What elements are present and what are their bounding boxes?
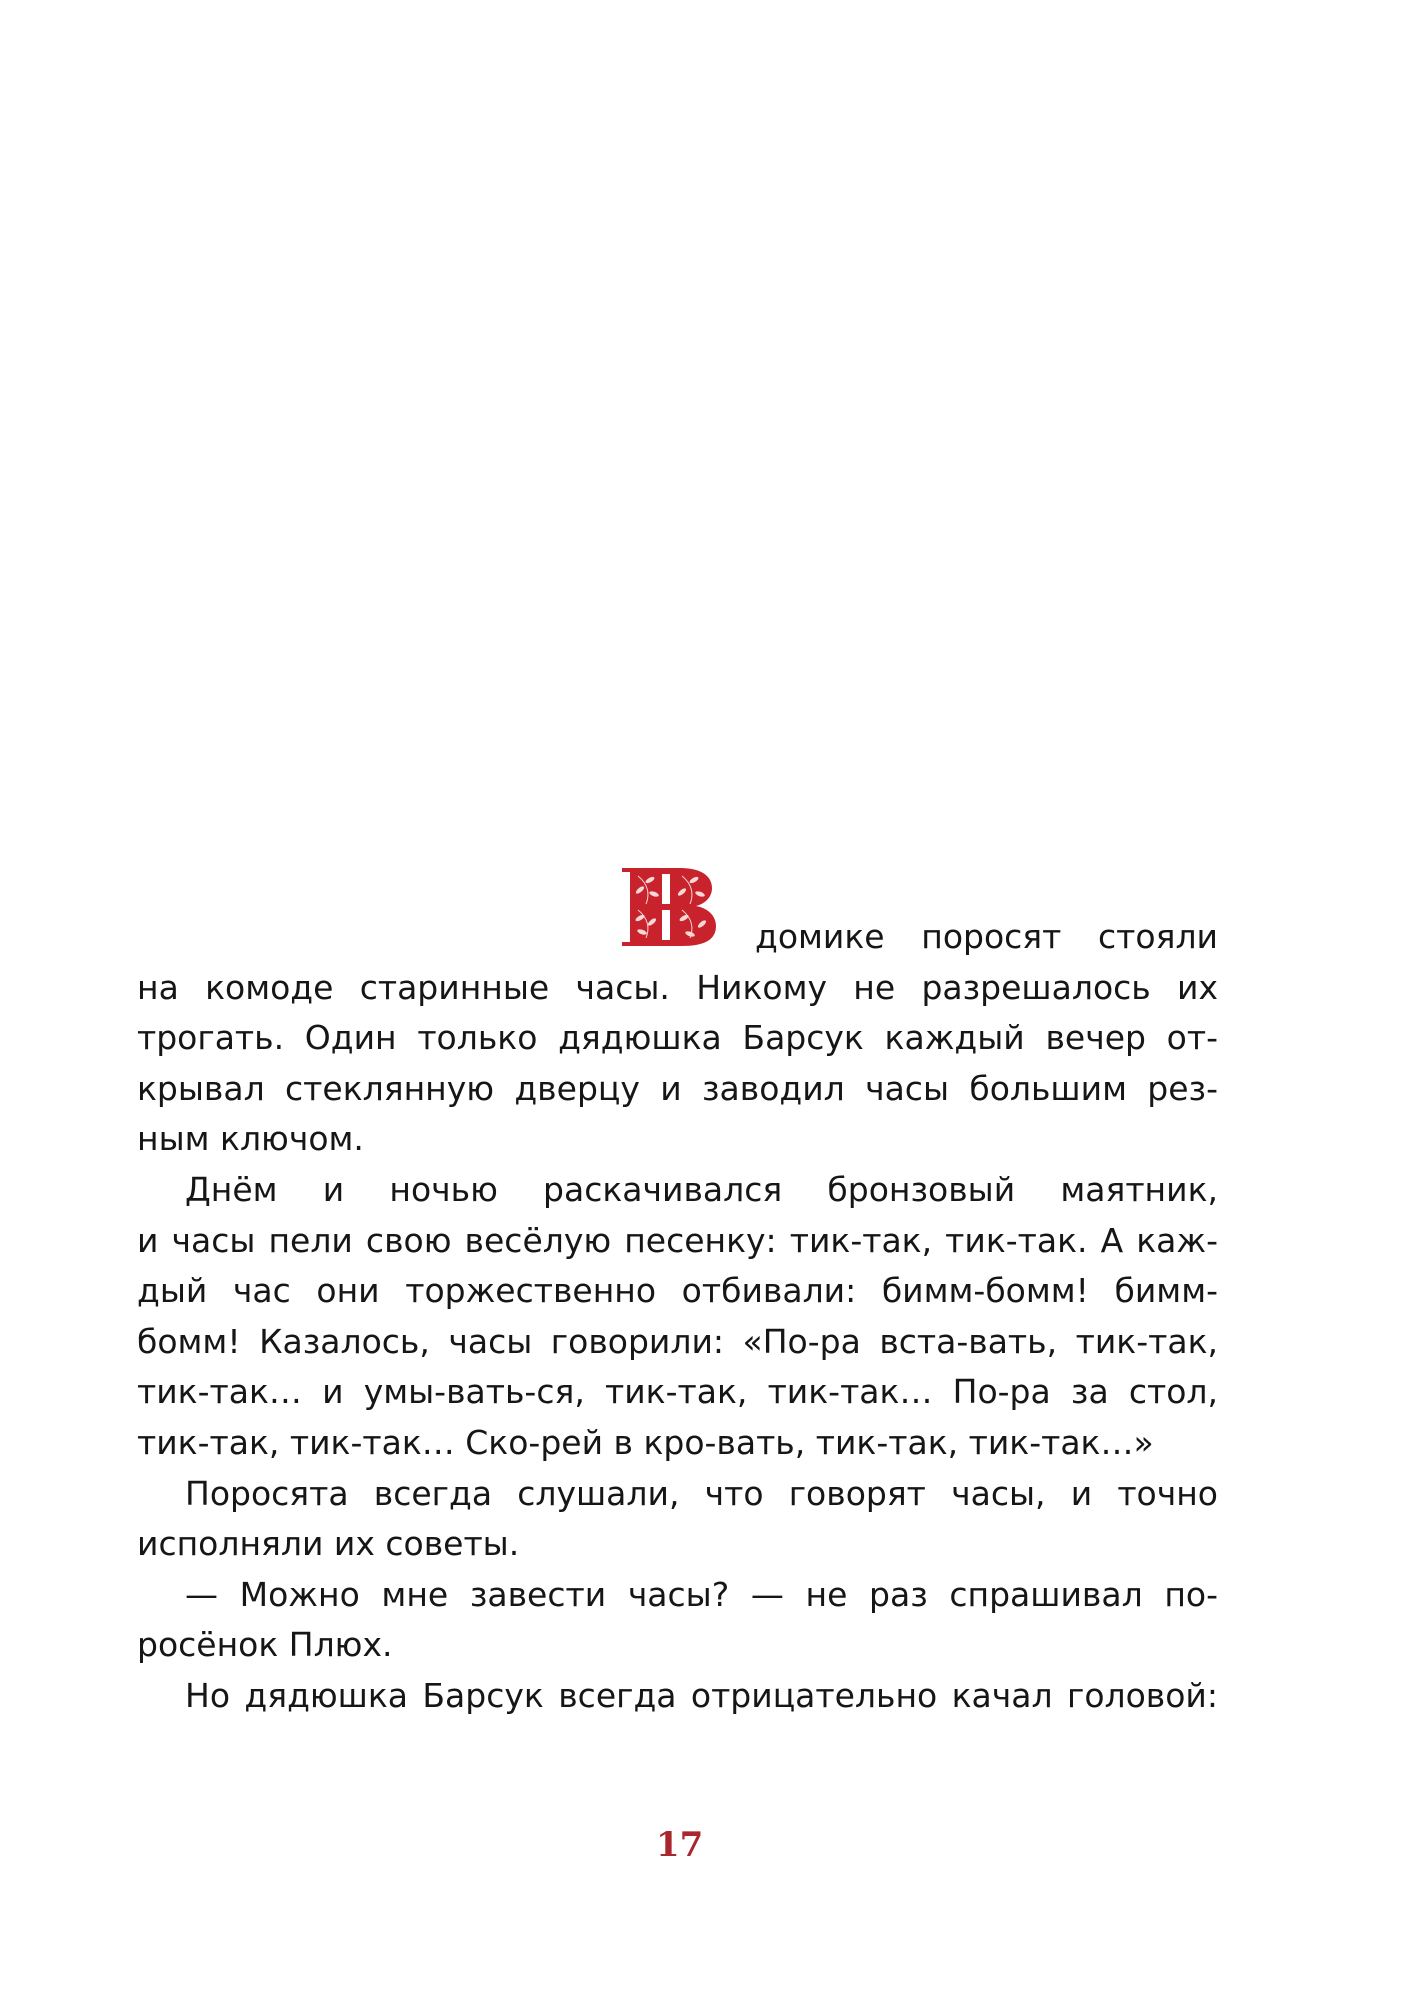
text-line: на комоде старинные часы. Никому не разрешалось их [137, 967, 1218, 1007]
text-line: и часы пели свою весёлую песенку: тик-так, тик-так. А каж- [137, 1220, 1218, 1260]
text-line: домике поросят стояли [755, 917, 1218, 956]
text-line: Днём и ночью раскачивался бронзовый маятник, [185, 1169, 1218, 1209]
text-line: трогать. Один только дядюшка Барсук каждый вечер от- [137, 1018, 1218, 1058]
paragraph-2 [137, 1165, 1218, 1469]
text-line: тик-так… и умы-вать-ся, тик-так, тик-так… По-ра за стол, [137, 1372, 1218, 1412]
text-line: тик-так, тик-так… Ско-рей в кро-вать, тик-так, тик-так…» [137, 1422, 1154, 1462]
text-line: ным ключом. [137, 1119, 364, 1159]
paragraph-5 [137, 1671, 1218, 1722]
text-line: крывал стеклянную дверцу и заводил часы большим рез- [137, 1068, 1218, 1108]
page-number: 17 [656, 1825, 704, 1865]
text-line: исполняли их советы. [137, 1524, 520, 1564]
paragraph-3 [137, 1469, 1218, 1570]
text-line: Но дядюшка Барсук всегда отрицательно качал головой: [185, 1675, 1218, 1715]
text-line: бомм! Казалось, часы говорили: «По-ра вста-вать, тик-так, [137, 1321, 1218, 1361]
paragraph-4 [137, 1570, 1218, 1671]
body-text [137, 912, 1218, 1722]
paragraph-1 [137, 912, 1218, 1165]
text-line: — Можно мне завести часы? — не раз спрашивал по- [185, 1574, 1218, 1614]
text-line: росёнок Плюх. [137, 1625, 393, 1665]
text-line: Поросята всегда слушали, что говорят часы, и точно [185, 1473, 1218, 1513]
text-line: дый час они торжественно отбивали: бимм-бомм! бимм- [137, 1271, 1218, 1311]
